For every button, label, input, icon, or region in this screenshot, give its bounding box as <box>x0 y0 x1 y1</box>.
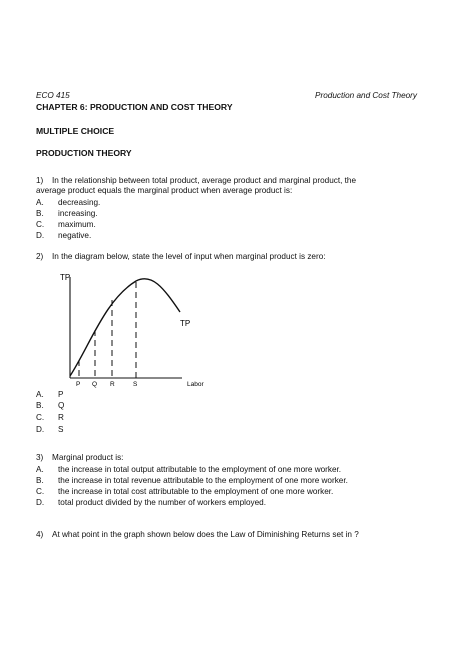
option-letter: D. <box>36 498 45 507</box>
option-2c[interactable] <box>36 413 64 423</box>
question-text: In the diagram below, state the level of input when marginal product is zero: <box>52 252 326 261</box>
tick-label-q: Q <box>92 381 98 388</box>
option-letter-selected: A. <box>36 465 58 475</box>
option-letter: B. <box>36 401 44 410</box>
option-3a[interactable] <box>36 465 341 475</box>
option-text: the increase in total cost attributable to the employment of one more worker. <box>58 487 334 496</box>
option-letter: B. <box>36 476 44 485</box>
document-topic: Production and Cost Theory <box>315 91 417 100</box>
question-3 <box>36 453 426 463</box>
tp-curve <box>70 279 180 376</box>
question-text-cont: average product equals the marginal product when average product is: <box>36 186 293 196</box>
option-letter-selected: A. <box>36 390 58 400</box>
question-text: At what point in the graph shown below does the Law of Diminishing Returns set in ? <box>52 530 359 539</box>
option-text: maximum. <box>58 220 96 229</box>
course-code: ECO 415 <box>36 91 70 100</box>
option-text: total product divided by the number of workers employed. <box>58 498 266 507</box>
question-number: 1) <box>36 176 44 185</box>
question-4 <box>36 530 426 540</box>
x-axis-label: Labor <box>187 381 204 388</box>
option-text: S <box>58 425 64 434</box>
tick-label-p: P <box>76 381 81 388</box>
question-text: In the relationship between total product, average product and marginal product, the <box>52 176 357 185</box>
chapter-title: CHAPTER 6: PRODUCTION AND COST THEORY <box>36 102 233 112</box>
option-letter: C. <box>36 487 45 496</box>
option-letter: C. <box>36 220 45 229</box>
tick-label-r: R <box>110 381 115 388</box>
option-text: the increase in total output attributable to the employment of one more worker. <box>58 465 342 474</box>
dashed-guides <box>79 282 136 378</box>
option-2d[interactable] <box>36 425 63 435</box>
option-letter: A. <box>36 198 44 207</box>
option-text: the increase in total revenue attributable to the employment of one more worker. <box>58 476 348 485</box>
question-text: Marginal product is: <box>52 453 124 462</box>
question-number: 4) <box>36 530 44 539</box>
option-letter: C. <box>36 413 45 422</box>
option-letter-selected: B. <box>36 209 58 219</box>
question-number: 3) <box>36 453 44 462</box>
option-text: increasing. <box>58 209 98 218</box>
option-3d[interactable] <box>36 498 266 508</box>
option-2b[interactable] <box>36 401 64 411</box>
subsection-title: PRODUCTION THEORY <box>36 148 132 158</box>
curve-label: TP <box>180 319 191 328</box>
section-title: MULTIPLE CHOICE <box>36 126 115 136</box>
option-text: R <box>58 413 64 422</box>
tick-label-s: S <box>133 381 138 388</box>
option-text: negative. <box>58 231 92 240</box>
y-axis-label: TP <box>60 273 71 282</box>
option-text: decreasing. <box>58 198 101 207</box>
question-number: 2) <box>36 252 44 261</box>
option-2a[interactable] <box>36 390 63 400</box>
option-text: Q <box>58 401 65 410</box>
option-3b[interactable] <box>36 476 348 486</box>
option-text: P <box>58 390 64 399</box>
option-letter: D. <box>36 425 45 434</box>
option-3c[interactable] <box>36 487 333 497</box>
option-letter: D. <box>36 231 45 240</box>
